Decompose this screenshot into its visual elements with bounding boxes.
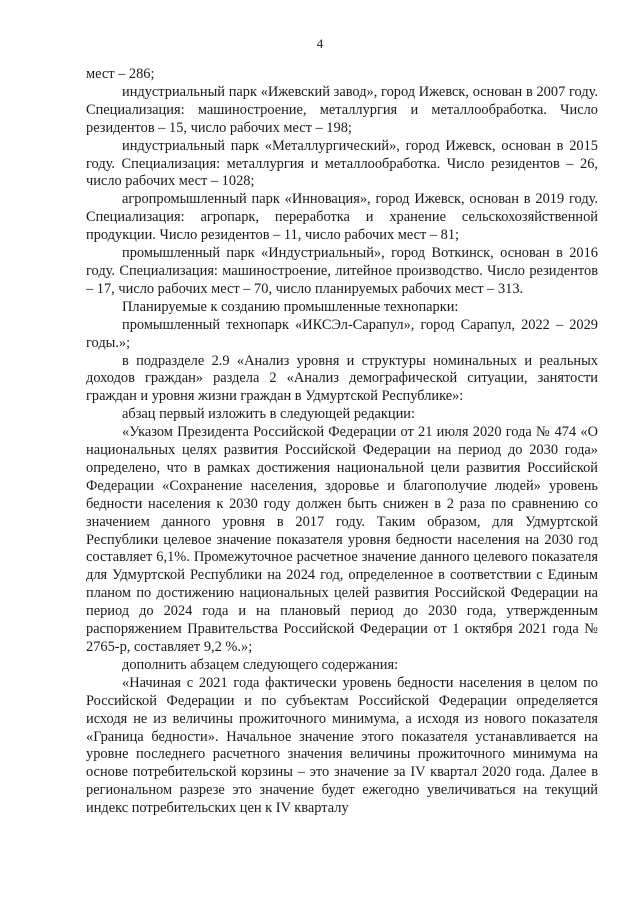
paragraph-innovation-agropark: агропромышленный парк «Инновация», город Ижевск, основан в 2019 году. Специализация: агропарк, переработка и хранение сельскохозяйственной продукции. Число резидентов – 11, число рабочих мест – 81; [86,191,598,244]
page-number: 4 [316,36,324,51]
paragraph-ikseal-sarapul: промышленный технопарк «ИКСЭл-Сарапул», город Сарапул, 2022 – 2029 годы.»; [86,316,598,351]
paragraph-industrial-park-votkinsk: промышленный парк «Индустриальный», город Воткинск, основан в 2016 году. Специализация: машиностроение, литейное производство. Число резидентов – 17, число рабочих мест – 70, число планируемых рабочих мест – 313. [86,245,598,297]
paragraph-planned-technoparks-heading: Планируемые к созданию промышленные технопарки: [122,298,459,315]
document-body [86,66,598,818]
paragraph-continuation: мест – 286; [86,66,155,82]
paragraph-izhevsk-zavod-park: индустриальный парк «Ижевский завод», город Ижевск, основан в 2007 году. Специализация: машиностроение, металлургия и металлообработка. Число резидентов – 15, число рабочих мест – 198; [86,83,598,136]
paragraph-amend-first-paragraph: абзац первый изложить в следующей редакции: [122,406,416,423]
paragraph-metallurgical-park: индустриальный парк «Металлургический», город Ижевск, основан в 2015 году. Специализация: металлургия и металлообработка. Число резидентов – 26, число рабочих мест – 1028; [86,137,598,190]
paragraph-poverty-line: «Начиная с 2021 года фактически уровень бедности населения в целом по Российской Федерации и по субъектам Российской Федерации определяется исходя не из величины прожиточного минимума, а исходя из нового показателя «Граница бедности». Начальное значение этого показателя устанавливается на уровне последнего расчетного значения величины прожиточного минимума на основе потребительской корзины – это значение за IV квартал 2020 года. Далее в региональном разрезе это значение будет ежегодно увеличиваться на текущий индекс потребительских цен к IV кварталу [86,674,598,817]
paragraph-add-paragraph: дополнить абзацем следующего содержания: [122,656,399,673]
paragraph-subsection-2-9: в подразделе 2.9 «Анализ уровня и структуры номинальных и реальных доходов граждан» раздела 2 «Анализ демографической ситуации, занятости граждан и уровня жизни граждан в Удмуртской Республике»: [86,352,598,405]
paragraph-presidential-decree: «Указом Президента Российской Федерации от 21 июля 2020 года № 474 «О национальных целях развития Российской Федерации на период до 2030 года» определено, что в рамках достижения национальной цели развития Российской Федерации «Сохранение населения, здоровье и благополучие людей» уровень бедности населения к 2030 году должен быть снижен в 2 раза по сравнению со значением данного уровня в 2017 году. Таким образом, для Удмуртской Республики целевое значение показателя уровня бедности населения на 2030 год составляет 6,1%. Промежуточное расчетное значение данного целевого показателя для Удмуртской Республики на 2024 год, определенное в соответствии с Единым планом по достижению национальных целей развития Российской Федерации на период до 2024 года и на плановый период до 2030 года, утвержденным распоряжением Правительства Российской Федерации от 1 октября 2021 года № 2765-р, составляет 9,2 %.»; [86,424,598,655]
